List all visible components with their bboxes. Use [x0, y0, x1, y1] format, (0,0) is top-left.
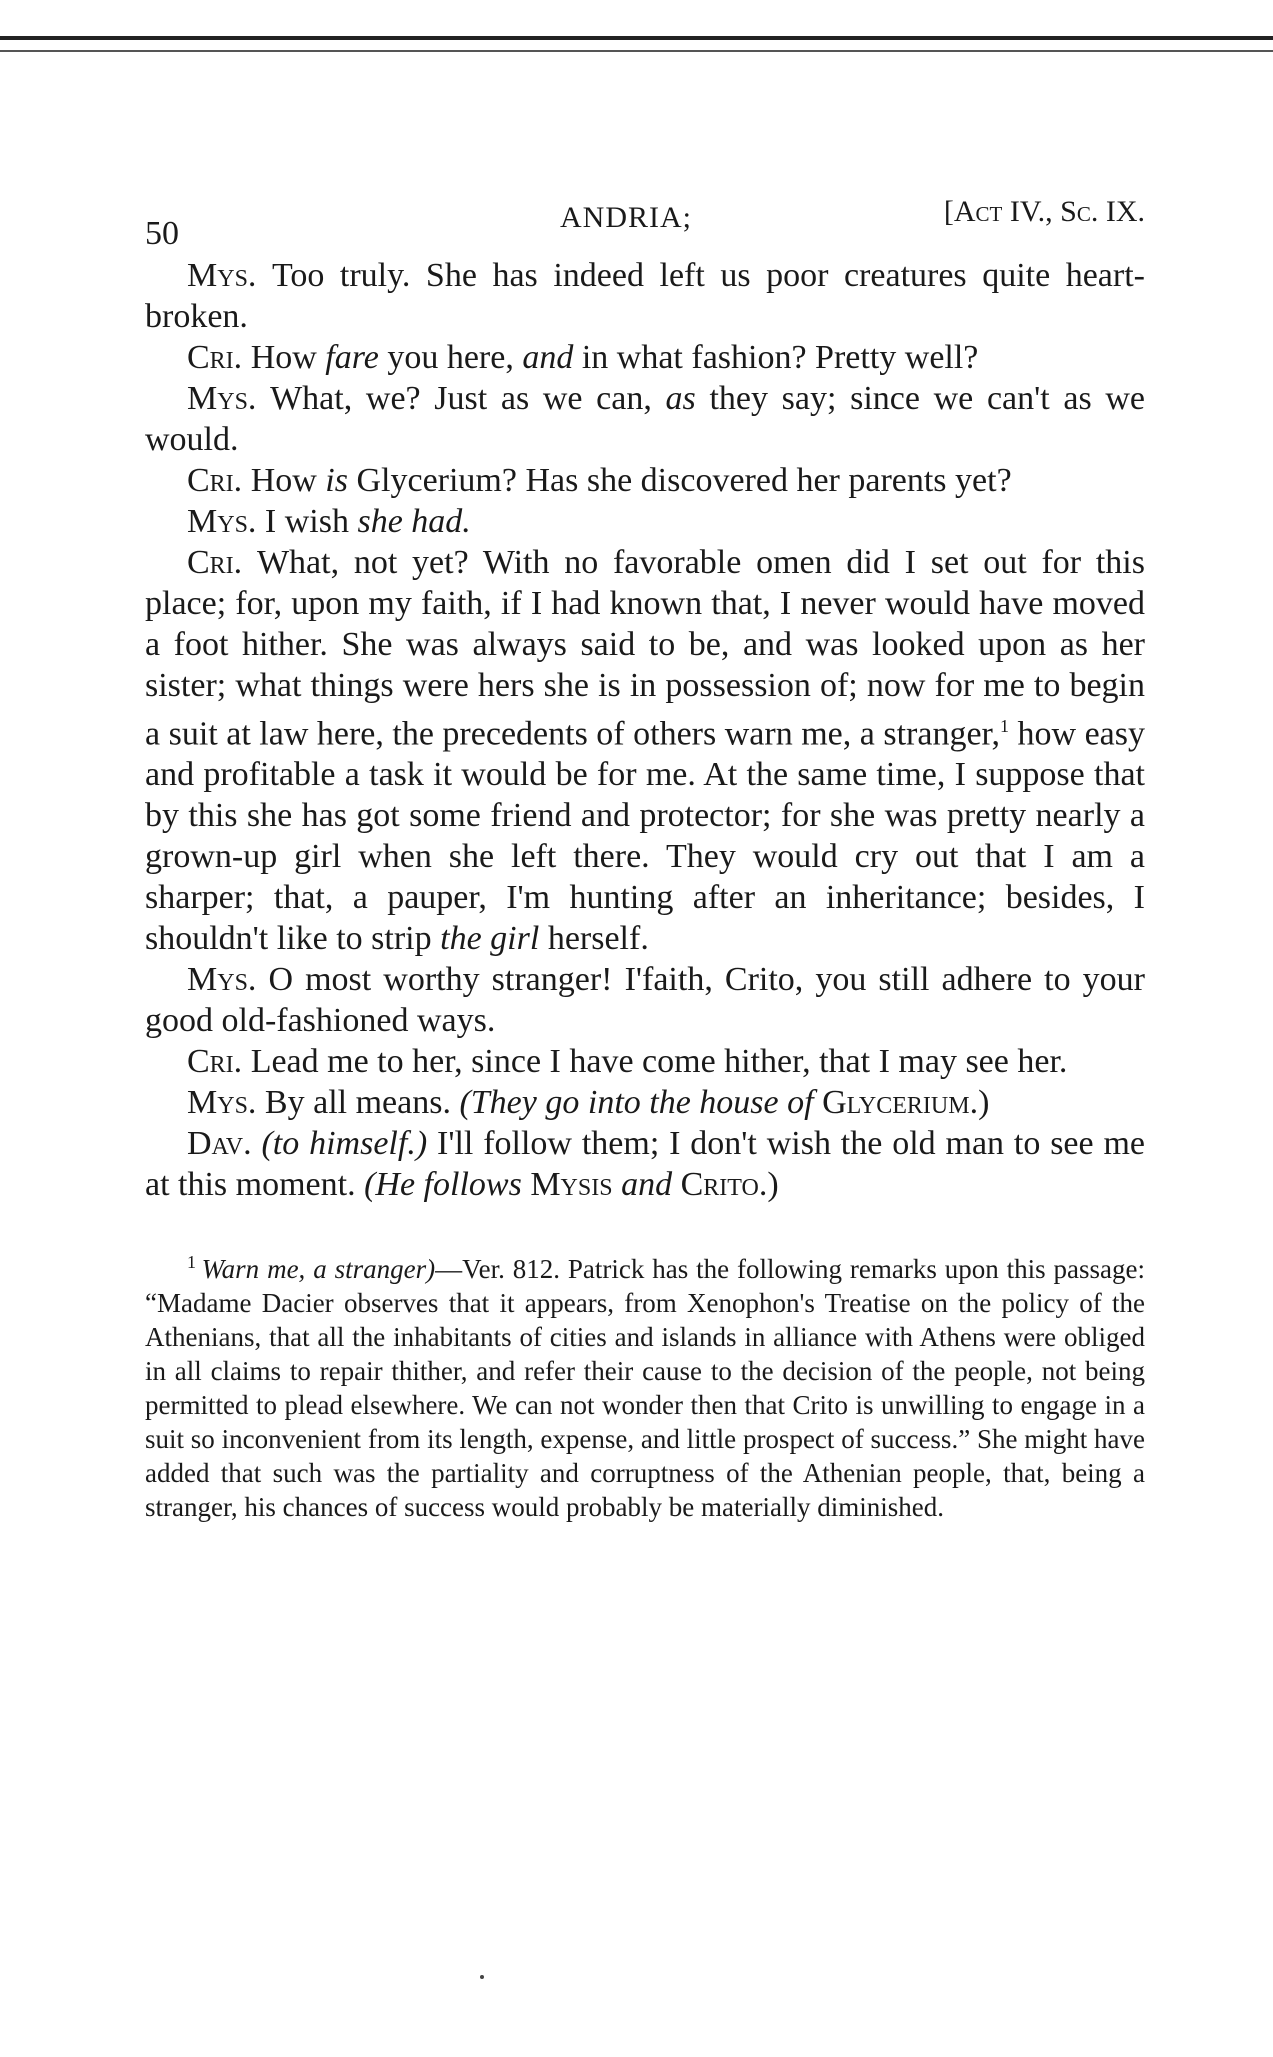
- dialogue-line-text: they say; since we can't as we would.: [145, 380, 1146, 458]
- dialogue-line: [145, 1041, 1145, 1082]
- speaker-name: Mys.: [187, 257, 272, 294]
- dialogue-line-text: .): [969, 1084, 990, 1122]
- page-speck: [480, 1975, 484, 1979]
- speaker-name: Mys.: [187, 503, 265, 540]
- act-scene-info: [Act IV., Sc. IX.: [943, 195, 1145, 228]
- footnote-text: Warn me, a stranger): [201, 1254, 436, 1285]
- dialogue-line-text: she had.: [357, 503, 471, 540]
- dialogue-line: [145, 1123, 1145, 1205]
- speaker-name: Mys.: [187, 1084, 265, 1122]
- running-title: ANDRIA;: [560, 201, 692, 234]
- dialogue-line-text: I wish: [264, 503, 358, 540]
- footnote-paragraph: [145, 1245, 1145, 1524]
- dialogue-line-text: O most worthy stranger! I'faith, Crito, you still adhere to your good old-fashioned ways.: [145, 961, 1145, 1040]
- dialogue-line-text: you here,: [378, 339, 523, 376]
- dialogue-line: [145, 460, 1145, 501]
- dialogue-line: [145, 378, 1145, 460]
- dialogue-line-text: (He follows: [364, 1166, 531, 1204]
- dialogue-line-text: 1: [1000, 716, 1010, 736]
- dialogue-line-text: Mysis: [530, 1166, 613, 1204]
- dialogue-line-text: herself.: [539, 920, 649, 958]
- dialogue-line-text: (They go into the house of: [459, 1084, 823, 1122]
- dialogue-line-text: Glycerium: [822, 1084, 970, 1122]
- speaker-name: Cri.: [187, 1043, 251, 1081]
- page-header: [145, 195, 1145, 255]
- dialogue-line: [145, 542, 1145, 959]
- dialogue-line: [145, 337, 1145, 378]
- dialogue-line-text: Crito: [680, 1166, 759, 1204]
- dialogue-line-text: (to himself.): [261, 1125, 428, 1163]
- dialogue-line-text: By all means.: [264, 1084, 460, 1122]
- page-top-edge-shadow: [0, 50, 1273, 52]
- speaker-name: Mys.: [187, 380, 271, 417]
- dialogue-line-text: Too truly. She has indeed left us poor creatures quite heart-broken.: [145, 257, 1145, 335]
- dialogue-line-text: as: [665, 380, 696, 417]
- footnote-text: —Ver. 812. Patrick has the following remarks upon this passage: “Madame Dacier observes that it appears, from Xenophon's Treatise on the policy of the Athenians, that all the inhabitants of cities and islands in alliance with Athens were obliged in all claims to repair thither, and refer their cause to the decision of the people, not being permitted to plead elsewhere. We can not wonder then that Crito is unwilling to engage in a suit so inconvenient from its length, expense, and little prospect of success.” She might have added that such was the partiality and corruptness of the Athenian people, that, being a stranger, his chances of success would probably be materially diminished.: [145, 1254, 1145, 1523]
- dialogue-line-text: in what fashion? Pretty well?: [573, 339, 979, 376]
- dialogue-line-text: and: [522, 339, 574, 376]
- dialogue-line-text: fare: [325, 339, 379, 376]
- speaker-name: Mys.: [187, 961, 269, 999]
- dialogue-line-text: What, we? Just as we can,: [270, 380, 666, 417]
- footnote-marker: 1: [187, 1252, 202, 1273]
- dialogue-line: [145, 501, 1145, 542]
- dialogue-line-text: the girl: [440, 920, 540, 958]
- speaker-name: Cri.: [187, 339, 251, 376]
- dialogue-line-text: and: [612, 1166, 681, 1204]
- dialogue-line: [145, 1082, 1145, 1123]
- dialogue-line-text: How: [250, 339, 326, 376]
- dialogue-line-text: is: [325, 462, 348, 499]
- speaker-name: Dav.: [187, 1125, 262, 1163]
- dialogue-line-text: What, not yet? With no favorable omen did I set out for this place; for, upon my faith, if I had known that, I never would have moved a foot hither. She was always said to be, and was looked upon as her sister; what things were hers she is in possession of; now for me to begin a suit at law here, the precedents of others warn me, a stranger,: [145, 544, 1145, 753]
- dialogue-line-text: Glycerium? Has she discovered her parents yet?: [347, 462, 1012, 499]
- page-top-edge: [0, 36, 1273, 40]
- book-page: [145, 195, 1145, 1524]
- dialogue-line-text: How: [250, 462, 326, 499]
- dialogue-line-text: how easy and profitable a task it would be for me. At the same time, I suppose that by this she has got some friend and protector; for she was pretty nearly a grown-up girl when she left there. They would cry out that I am a sharper; that, a pauper, I'm hunting after an inheritance; besides, I shouldn't like to strip: [145, 715, 1146, 958]
- dialogue-body: [145, 255, 1145, 1205]
- footnote: [145, 1245, 1145, 1524]
- dialogue-line: [145, 959, 1145, 1041]
- speaker-name: Cri.: [187, 462, 251, 499]
- dialogue-line-text: I'll follow them; I don't wish the old man to see me at this moment.: [145, 1125, 1145, 1204]
- dialogue-line: [145, 255, 1145, 337]
- dialogue-line-text: .): [758, 1166, 779, 1204]
- dialogue-line-text: Lead me to her, since I have come hither, that I may see her.: [250, 1043, 1068, 1081]
- page-number: 50: [145, 215, 179, 252]
- speaker-name: Cri.: [187, 544, 257, 581]
